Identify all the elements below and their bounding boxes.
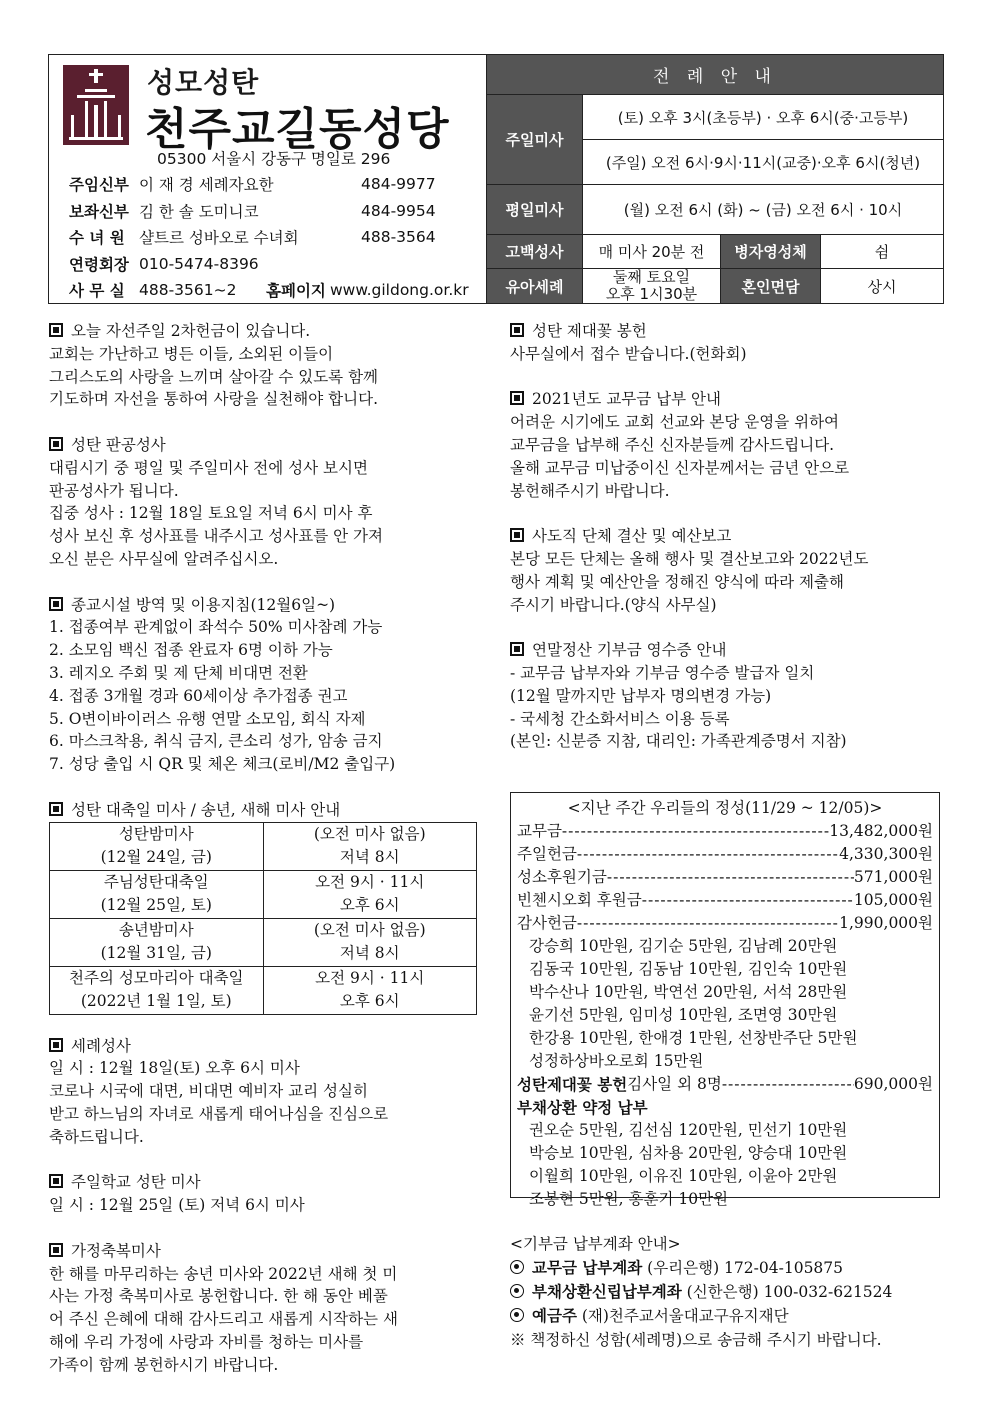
square-bullet-icon <box>510 528 524 542</box>
notice-confession <box>49 434 477 571</box>
account-note: ※ 책정하신 성함(세례명)으로 송금해 주시기 바랍니다. <box>510 1331 882 1349</box>
donor-line: 윤기선 5만원, 임미성 10만원, 조면영 30만원 <box>529 1006 838 1024</box>
table-row <box>50 966 477 990</box>
offering-row <box>517 889 933 912</box>
notice-title <box>510 525 942 548</box>
notice-line: 3. 레지오 주회 및 제 단체 비대면 전환 <box>49 663 308 682</box>
header-box <box>48 54 944 304</box>
infant-baptism-value <box>583 269 721 303</box>
table-cell: 저녁 8시 <box>263 846 477 870</box>
account-value: (신한은행) 100-032-621524 <box>681 1283 893 1301</box>
square-bullet-icon <box>49 802 63 816</box>
table-cell: (12월 31일, 금) <box>50 942 264 966</box>
notice-line: 가족이 함께 봉헌하시기 바랍니다. <box>49 1355 279 1374</box>
sunday-mass-values <box>583 95 943 184</box>
notice-apostolate-report <box>510 525 942 616</box>
dash-leader <box>642 889 854 912</box>
notice-line: 4. 접종 3개월 경과 60세이상 추가접종 권고 <box>49 686 348 705</box>
church-info <box>49 55 487 303</box>
weekday-mass-row <box>487 185 943 235</box>
dash-leader <box>722 1073 854 1096</box>
notice-title-text: 성탄 판공성사 <box>71 435 166 454</box>
confession-row <box>487 235 943 269</box>
offering-amount: 690,000원 <box>853 1075 933 1093</box>
staff-row <box>69 251 469 278</box>
notice-line: 6. 마스크착용, 취식 금지, 큰소리 성가, 암송 금지 <box>49 732 383 751</box>
notice-title-text: 성탄 제대꽃 봉헌 <box>532 322 647 340</box>
offering-amount: 105,000원 <box>853 891 933 909</box>
notice-title <box>49 1171 477 1194</box>
offering-row <box>517 1073 933 1096</box>
offering-label: 교무금 <box>517 822 562 840</box>
notice-line: 사는 가정 축복미사로 봉헌합니다. 한 해 동안 베풀 <box>49 1287 388 1306</box>
notice-line: 대림시기 중 평일 및 주일미사 전에 성사 보시면 <box>49 458 368 477</box>
infant-baptism-time: 오후 1시30분 <box>605 285 698 303</box>
notice-line: - 교무금 납부자와 기부금 영수증 발급자 일치 <box>510 663 815 682</box>
offering-label: 성소후원기금 <box>517 868 607 886</box>
staff-role: 보좌신부 <box>69 202 129 221</box>
donor-line: 박승보 10만원, 심차용 20만원, 양승대 10만원 <box>529 1144 848 1162</box>
square-bullet-icon <box>49 1243 63 1257</box>
table-cell: (2022년 1월 1일, 토) <box>50 990 264 1014</box>
account-value: (우리은행) 172-04-105875 <box>642 1259 844 1277</box>
notice-title <box>49 799 477 822</box>
homepage-label: 홈페이지 <box>266 282 326 301</box>
staff-phone: 488-3564 <box>361 228 436 247</box>
notice-title-text: 세례성사 <box>71 1036 131 1055</box>
weekday-mass-label: 평일미사 <box>487 185 583 234</box>
homepage-link[interactable]: www.gildong.or.kr <box>330 281 469 300</box>
account-row <box>510 1280 942 1304</box>
notice-title-text: 사도직 단체 결산 및 예산보고 <box>532 527 732 546</box>
notice-line: - 국세청 간소화서비스 이용 등록 <box>510 709 730 728</box>
notice-line: 성사 보신 후 성사표를 내주시고 성사표를 안 가져 <box>49 527 383 546</box>
staff-name: 김 한 솔 도미니코 <box>139 202 259 221</box>
table-cell: (12월 25일, 토) <box>50 894 264 918</box>
offerings-box <box>510 792 940 1208</box>
accounts-title: <기부금 납부계좌 안내> <box>510 1235 681 1253</box>
notice-title <box>49 434 477 457</box>
confession-label: 고백성사 <box>487 235 583 268</box>
notice-line: 그리스도의 사랑을 느끼며 살아갈 수 있도록 함께 <box>49 367 379 386</box>
church-subtitle: 성모성탄 <box>147 66 260 99</box>
table-cell: 저녁 8시 <box>263 942 477 966</box>
church-logo-icon <box>63 65 129 145</box>
notice-line: 기도하며 자선을 통하여 사랑을 실천해야 합니다. <box>49 390 379 409</box>
notice-line: 봉헌해주시기 바랍니다. <box>510 481 670 500</box>
offering-note: 김사일 외 8명 <box>627 1075 722 1093</box>
sick-communion-value: 쉼 <box>874 243 890 261</box>
dash-leader <box>607 866 854 889</box>
offering-row <box>517 866 933 889</box>
notice-line: 교무금을 납부해 주신 신자분들께 감사드립니다. <box>510 435 835 454</box>
table-cell: 송년밤미사 <box>50 918 264 942</box>
infant-baptism-day: 둘째 토요일 <box>612 268 691 286</box>
account-label: 예금주 <box>532 1306 577 1325</box>
notice-title-text: 오늘 자선주일 2차헌금이 있습니다. <box>71 322 311 340</box>
square-bullet-icon <box>49 597 63 611</box>
dash-leader <box>577 912 839 935</box>
account-label: 교무금 납부계좌 <box>532 1258 643 1277</box>
square-bullet-icon <box>510 642 524 656</box>
notice-line: 주시기 바랍니다.(양식 사무실) <box>510 595 717 614</box>
notice-title-text: 가정축복미사 <box>71 1241 161 1260</box>
table-cell: (오전 미사 없음) <box>263 918 477 942</box>
notice-line: 1. 접종여부 관계없이 좌석수 50% 미사참례 가능 <box>49 618 383 637</box>
notice-baptism <box>49 1035 477 1149</box>
sunday-mass-row <box>487 95 943 185</box>
offering-row <box>517 820 933 843</box>
offering-label: 빈첸시오회 후원금 <box>517 891 642 909</box>
table-cell: 주님성탄대축일 <box>50 870 264 894</box>
notice-line: 일 시 : 12월 18일(토) 오후 6시 미사 <box>49 1059 300 1078</box>
sunday-mass-label: 주일미사 <box>487 95 583 184</box>
staff-role: 수 녀 원 <box>69 229 125 248</box>
account-row <box>510 1304 942 1328</box>
notice-title <box>510 388 942 411</box>
office-role: 사 무 실 <box>69 282 125 301</box>
notice-line: 어려운 시기에도 교회 선교와 본당 운영을 위하여 <box>510 413 840 432</box>
notice-line: 집중 성사 : 12월 18일 토요일 저녁 6시 미사 후 <box>49 504 373 523</box>
offering-amount: 571,000원 <box>853 868 933 886</box>
notice-line: 축하드립니다. <box>49 1127 144 1146</box>
notice-title-text: 주일학교 성탄 미사 <box>71 1173 201 1192</box>
staff-name: 샬트르 성바오로 수녀회 <box>139 229 299 248</box>
sunday-mass-sunday: (주일) 오전 6시·9시·11시(교중)·오후 6시(청년) <box>605 153 921 172</box>
circle-bullet-icon <box>510 1260 524 1274</box>
table-cell: 오전 9시 · 11시 <box>263 966 477 990</box>
offerings-title: <지난 주간 우리들의 정성(11/29 ~ 12/05)> <box>567 799 883 817</box>
confession-value: 매 미사 20분 전 <box>583 235 721 268</box>
staff-list <box>69 171 469 304</box>
notice-line: 해에 우리 가정에 사랑과 자비를 청하는 미사를 <box>49 1332 364 1351</box>
square-bullet-icon <box>510 323 524 337</box>
offering-amount: 4,330,300원 <box>839 845 933 863</box>
table-cell: 천주의 성모마리아 대축일 <box>50 966 264 990</box>
office-phone: 488-3561~2 <box>139 281 237 300</box>
table-row <box>50 942 477 966</box>
notice-line: 교회는 가난하고 병든 이들, 소외된 이들이 <box>49 344 334 363</box>
square-bullet-icon <box>49 1038 63 1052</box>
offering-row <box>517 843 933 866</box>
offering-amount: 1,990,000원 <box>839 914 933 932</box>
staff-phone: 484-9954 <box>361 201 436 220</box>
notice-line: 본당 모든 단체는 올해 행사 및 결산보고와 2022년도 <box>510 549 869 568</box>
notice-title <box>510 320 942 343</box>
donor-line: 권오순 5만원, 김선심 120만원, 민선기 10만원 <box>529 1121 848 1139</box>
notice-title <box>49 320 477 343</box>
notice-altar-flowers <box>510 320 942 366</box>
offering-label: 감사헌금 <box>517 914 577 932</box>
donor-line: 박수산나 10만원, 박연선 20만원, 서석 28만원 <box>529 983 848 1001</box>
notice-line: 어 주신 은혜에 대해 감사드리고 새롭게 시작하는 새 <box>49 1310 398 1329</box>
notice-sunday-school <box>49 1171 477 1217</box>
staff-name: 이 재 경 세례자요한 <box>139 176 274 195</box>
square-bullet-icon <box>49 323 63 337</box>
notice-line: 올해 교무금 미납중이신 신자분께서는 금년 안으로 <box>510 458 850 477</box>
schedule-title: 전 례 안 내 <box>487 55 943 95</box>
staff-name: 010-5474-8396 <box>139 254 259 273</box>
staff-role: 주임신부 <box>69 176 129 195</box>
notice-christmas-mass <box>49 799 477 1015</box>
square-bullet-icon <box>510 391 524 405</box>
notice-line: 일 시 : 12월 25일 (토) 저녁 6시 미사 <box>49 1196 305 1215</box>
left-column <box>49 320 477 1399</box>
offering-label: 성탄제대꽃 봉헌 <box>517 1075 628 1094</box>
notice-line: 한 해를 마무리하는 송년 미사와 2022년 새해 첫 미 <box>49 1264 398 1283</box>
notice-line: 5. O변이바이러스 유행 연말 소모임, 회식 자제 <box>49 709 366 728</box>
debt-title: 부채상환 약정 납부 <box>517 1098 648 1117</box>
table-cell: 오후 6시 <box>263 990 477 1014</box>
table-row <box>50 870 477 894</box>
notice-line: 받고 하느님의 자녀로 새롭게 태어나심을 진심으로 <box>49 1104 389 1123</box>
weekday-mass-value: (월) 오전 6시 (화) ~ (금) 오전 6시 · 10시 <box>623 201 903 219</box>
table-cell: (12월 24일, 금) <box>50 846 264 870</box>
liturgy-schedule <box>487 55 943 303</box>
right-column <box>510 320 942 776</box>
notice-title <box>510 639 942 662</box>
offering-label: 주일헌금 <box>517 845 577 863</box>
donor-line: 조봉현 5만원, 홍훈기 10만원 <box>529 1190 729 1208</box>
staff-role: 연령회장 <box>69 255 129 274</box>
square-bullet-icon <box>49 437 63 451</box>
donor-line: 김동국 10만원, 김동남 10만원, 김인숙 10만원 <box>529 960 848 978</box>
sick-communion-label: 병자영성체 <box>721 235 821 268</box>
notice-line: 2. 소모임 백신 접종 완료자 6명 이하 가능 <box>49 641 333 660</box>
notice-title <box>49 1240 477 1263</box>
notice-line: 사무실에서 접수 받습니다.(헌화회) <box>510 344 747 363</box>
notice-line: 오신 분은 사무실에 알려주십시오. <box>49 549 279 568</box>
donor-line: 이월희 10만원, 이유진 10만원, 이윤아 2만원 <box>529 1167 838 1185</box>
notice-title-text: 연말정산 기부금 영수증 안내 <box>532 641 727 660</box>
notice-title-text: 성탄 대축일 미사 / 송년, 새해 미사 안내 <box>71 800 341 819</box>
donor-line: 한강용 10만원, 한애경 1만원, 선창반주단 5만원 <box>529 1029 858 1047</box>
notice-charity-sunday <box>49 320 477 411</box>
offering-amount: 13,482,000원 <box>829 822 933 840</box>
baptism-row <box>487 269 943 303</box>
account-value: (재)천주교서울대교구유지재단 <box>576 1307 789 1325</box>
notice-title <box>49 594 477 617</box>
donor-line: 강승희 10만원, 김기순 5만원, 김남례 20만원 <box>529 937 838 955</box>
notice-tax-receipt <box>510 639 942 753</box>
notice-line: (12월 말까지만 납부자 명의변경 가능) <box>510 686 772 705</box>
church-address: 05300 서울시 강동구 명일로 296 <box>157 150 391 168</box>
table-cell: 성탄밤미사 <box>50 822 264 846</box>
table-cell: 오전 9시 · 11시 <box>263 870 477 894</box>
staff-row <box>69 224 469 251</box>
table-row <box>50 846 477 870</box>
notice-title <box>49 1035 477 1058</box>
account-row <box>510 1256 942 1280</box>
table-cell: 오후 6시 <box>263 894 477 918</box>
notice-title-text: 종교시설 방역 및 이용지침(12월6일~) <box>71 595 336 614</box>
table-row <box>50 894 477 918</box>
notice-line: 판공성사가 됩니다. <box>49 481 179 500</box>
notice-line: (본인: 신분증 지참, 대리인: 가족관계증명서 지참) <box>510 732 847 751</box>
notice-line: 코로나 시국에 대면, 비대면 예비자 교리 성실히 <box>49 1082 368 1101</box>
account-label: 부채상환신립납부계좌 <box>532 1282 682 1301</box>
notice-dues <box>510 388 942 502</box>
notice-quarantine <box>49 594 477 776</box>
table-cell: (오전 미사 없음) <box>263 822 477 846</box>
offering-row <box>517 912 933 935</box>
table-row <box>50 822 477 846</box>
circle-bullet-icon <box>510 1284 524 1298</box>
accounts-section <box>510 1232 942 1352</box>
staff-phone: 484-9977 <box>361 175 436 194</box>
marriage-consult-value: 상시 <box>867 277 897 296</box>
notice-line: 행사 계획 및 예산안을 정해진 양식에 따라 제출해 <box>510 572 844 591</box>
dash-leader <box>577 843 839 866</box>
christmas-mass-table <box>49 822 477 1015</box>
staff-row <box>69 171 469 198</box>
notice-title-text: 2021년도 교무금 납부 안내 <box>532 390 721 409</box>
infant-baptism-label: 유아세례 <box>487 269 583 303</box>
church-name: 천주교길동성당 <box>145 104 450 155</box>
notice-family-blessing <box>49 1240 477 1377</box>
dash-leader <box>562 820 829 843</box>
notice-line: 7. 성당 출입 시 QR 및 체온 체크(로비/M2 출입구) <box>49 755 396 774</box>
donor-line: 성정하상바오로회 15만원 <box>529 1052 704 1070</box>
table-row <box>50 918 477 942</box>
sunday-mass-saturday: (토) 오후 3시(초등부) · 오후 6시(중·고등부) <box>583 95 943 140</box>
staff-row <box>69 198 469 225</box>
square-bullet-icon <box>49 1174 63 1188</box>
marriage-consult-label: 혼인면담 <box>721 269 821 303</box>
office-row <box>69 277 469 304</box>
circle-bullet-icon <box>510 1308 524 1322</box>
table-row <box>50 990 477 1014</box>
